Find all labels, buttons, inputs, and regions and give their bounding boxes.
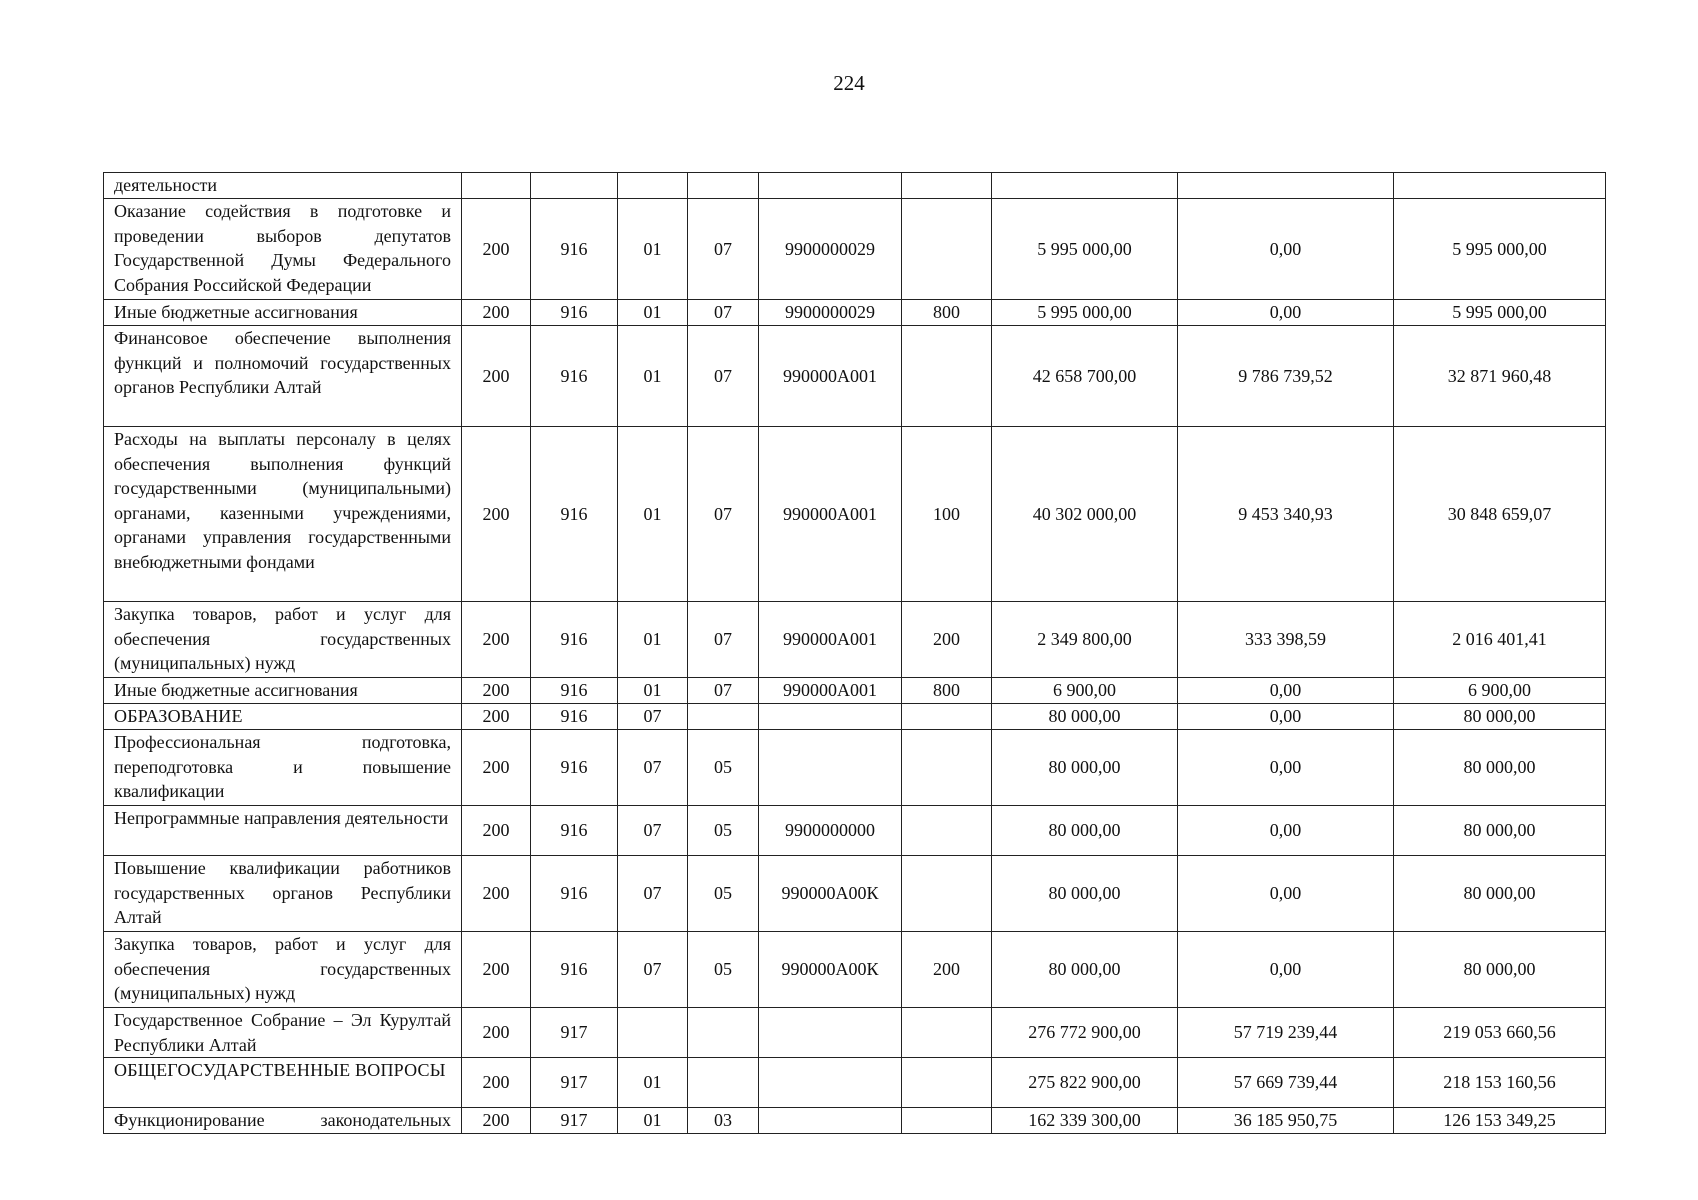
cell-c7: 40 302 000,00: [992, 427, 1178, 602]
cell-c3: 07: [618, 856, 688, 932]
cell-c4: 07: [688, 427, 759, 602]
row-name: Иные бюджетные ассигнования: [104, 678, 462, 704]
table-row: [104, 806, 1606, 856]
cell-c2: 916: [531, 300, 618, 326]
cell-c5: 9900000029: [759, 199, 902, 300]
cell-c9: 80 000,00: [1394, 806, 1606, 856]
table-row: [104, 173, 1606, 199]
cell-c1: 200: [462, 856, 531, 932]
cell-c6: 800: [902, 300, 992, 326]
table-row: [104, 1058, 1606, 1108]
cell-c1: 200: [462, 730, 531, 806]
cell-c1: 200: [462, 427, 531, 602]
cell-c7: 80 000,00: [992, 704, 1178, 730]
cell-c1: 200: [462, 1108, 531, 1134]
cell-c6: [902, 856, 992, 932]
cell-c7: 80 000,00: [992, 932, 1178, 1008]
cell-c8: 333 398,59: [1178, 602, 1394, 678]
row-name: Финансовое обеспечение выполнения функций и полномочий государственных органов Республики Алтай: [104, 326, 462, 427]
cell-c1: 200: [462, 300, 531, 326]
cell-c3: 01: [618, 427, 688, 602]
cell-c2: 917: [531, 1108, 618, 1134]
cell-c8: 0,00: [1178, 856, 1394, 932]
cell-c5: [759, 173, 902, 199]
table-row: [104, 678, 1606, 704]
cell-c5: 990000А00К: [759, 932, 902, 1008]
row-name: Государственное Собрание – Эл Курултай Республики Алтай: [104, 1008, 462, 1058]
table-row: [104, 932, 1606, 1008]
cell-c2: 916: [531, 704, 618, 730]
row-name: ОБРАЗОВАНИЕ: [104, 704, 462, 730]
page-number: 224: [833, 71, 865, 95]
cell-c5: 990000А001: [759, 427, 902, 602]
cell-c4: [688, 704, 759, 730]
cell-c5: 990000А001: [759, 602, 902, 678]
cell-c3: 01: [618, 199, 688, 300]
cell-c7: 5 995 000,00: [992, 300, 1178, 326]
cell-c5: [759, 730, 902, 806]
cell-c2: 916: [531, 326, 618, 427]
cell-c5: 990000А001: [759, 678, 902, 704]
cell-c6: [902, 1108, 992, 1134]
row-name: Профессиональная подготовка, переподготовка и повышение квалификации: [104, 730, 462, 806]
cell-c8: 0,00: [1178, 932, 1394, 1008]
cell-c9: 80 000,00: [1394, 932, 1606, 1008]
cell-c9: 6 900,00: [1394, 678, 1606, 704]
cell-c6: [902, 173, 992, 199]
cell-c1: 200: [462, 1058, 531, 1108]
row-name: Непрограммные направления деятельности: [104, 806, 462, 856]
cell-c3: 01: [618, 1108, 688, 1134]
cell-c4: 05: [688, 806, 759, 856]
cell-c2: 916: [531, 427, 618, 602]
cell-c2: 916: [531, 856, 618, 932]
cell-c5: [759, 1108, 902, 1134]
cell-c4: 05: [688, 856, 759, 932]
cell-c8: 36 185 950,75: [1178, 1108, 1394, 1134]
cell-c9: 80 000,00: [1394, 704, 1606, 730]
row-name: Иные бюджетные ассигнования: [104, 300, 462, 326]
row-name: Оказание содействия в подготовке и проведении выборов депутатов Государственной Думы Федерального Собрания Российской Федерации: [104, 199, 462, 300]
cell-c4: 07: [688, 326, 759, 427]
cell-c6: 200: [902, 602, 992, 678]
cell-c8: 0,00: [1178, 678, 1394, 704]
cell-c3: [618, 173, 688, 199]
cell-c9: 30 848 659,07: [1394, 427, 1606, 602]
row-name: Расходы на выплаты персоналу в целях обеспечения выполнения функций государственными (муниципальными) органами, казенными учреждениями, органами управления государственными внебюджетными фондами: [104, 427, 462, 602]
cell-c3: [618, 1008, 688, 1058]
cell-c2: 916: [531, 932, 618, 1008]
cell-c3: 07: [618, 730, 688, 806]
cell-c2: 916: [531, 602, 618, 678]
cell-c6: [902, 1008, 992, 1058]
cell-c4: 07: [688, 199, 759, 300]
cell-c4: 05: [688, 730, 759, 806]
cell-c1: 200: [462, 602, 531, 678]
cell-c6: [902, 704, 992, 730]
cell-c7: 275 822 900,00: [992, 1058, 1178, 1108]
cell-c3: 01: [618, 602, 688, 678]
cell-c4: 07: [688, 678, 759, 704]
cell-c4: 07: [688, 300, 759, 326]
cell-c1: 200: [462, 704, 531, 730]
table-row: [104, 427, 1606, 602]
cell-c5: [759, 704, 902, 730]
table-body: [104, 173, 1606, 1134]
budget-table: [103, 172, 1606, 1134]
cell-c8: 57 719 239,44: [1178, 1008, 1394, 1058]
cell-c1: [462, 173, 531, 199]
cell-c1: 200: [462, 806, 531, 856]
cell-c4: 03: [688, 1108, 759, 1134]
table-row: [104, 856, 1606, 932]
table-row: [104, 602, 1606, 678]
cell-c9: 2 016 401,41: [1394, 602, 1606, 678]
cell-c7: 5 995 000,00: [992, 199, 1178, 300]
cell-c6: 100: [902, 427, 992, 602]
row-name: Закупка товаров, работ и услуг для обеспечения государственных (муниципальных) нужд: [104, 932, 462, 1008]
cell-c9: 5 995 000,00: [1394, 199, 1606, 300]
cell-c6: [902, 730, 992, 806]
cell-c6: [902, 1058, 992, 1108]
table-row: [104, 326, 1606, 427]
cell-c8: 0,00: [1178, 704, 1394, 730]
cell-c2: [531, 173, 618, 199]
cell-c8: 0,00: [1178, 806, 1394, 856]
row-name: ОБЩЕГОСУДАРСТВЕННЫЕ ВОПРОСЫ: [104, 1058, 462, 1108]
cell-c8: 57 669 739,44: [1178, 1058, 1394, 1108]
cell-c8: 0,00: [1178, 730, 1394, 806]
cell-c5: 990000А001: [759, 326, 902, 427]
cell-c7: 80 000,00: [992, 806, 1178, 856]
cell-c9: [1394, 173, 1606, 199]
row-name: Повышение квалификации работников государственных органов Республики Алтай: [104, 856, 462, 932]
cell-c1: 200: [462, 326, 531, 427]
cell-c9: 80 000,00: [1394, 730, 1606, 806]
cell-c7: 162 339 300,00: [992, 1108, 1178, 1134]
cell-c5: [759, 1058, 902, 1108]
cell-c2: 917: [531, 1008, 618, 1058]
cell-c3: 01: [618, 300, 688, 326]
cell-c7: 276 772 900,00: [992, 1008, 1178, 1058]
table-row: [104, 300, 1606, 326]
table-row: [104, 199, 1606, 300]
cell-c7: [992, 173, 1178, 199]
cell-c9: 218 153 160,56: [1394, 1058, 1606, 1108]
cell-c8: [1178, 173, 1394, 199]
cell-c2: 916: [531, 199, 618, 300]
cell-c6: [902, 199, 992, 300]
cell-c4: [688, 173, 759, 199]
cell-c5: 9900000029: [759, 300, 902, 326]
cell-c4: 05: [688, 932, 759, 1008]
table-row: [104, 704, 1606, 730]
cell-c9: 219 053 660,56: [1394, 1008, 1606, 1058]
cell-c9: 126 153 349,25: [1394, 1108, 1606, 1134]
row-name: деятельности: [104, 173, 462, 199]
cell-c8: 9 453 340,93: [1178, 427, 1394, 602]
cell-c3: 01: [618, 326, 688, 427]
cell-c4: [688, 1008, 759, 1058]
cell-c9: 80 000,00: [1394, 856, 1606, 932]
table-row: [104, 730, 1606, 806]
cell-c7: 80 000,00: [992, 856, 1178, 932]
cell-c2: 916: [531, 678, 618, 704]
cell-c5: [759, 1008, 902, 1058]
cell-c3: 07: [618, 806, 688, 856]
cell-c3: 07: [618, 704, 688, 730]
cell-c1: 200: [462, 678, 531, 704]
table-row: [104, 1008, 1606, 1058]
cell-c1: 200: [462, 199, 531, 300]
cell-c3: 01: [618, 1058, 688, 1108]
cell-c1: 200: [462, 1008, 531, 1058]
cell-c2: 916: [531, 806, 618, 856]
cell-c6: 800: [902, 678, 992, 704]
row-name: Закупка товаров, работ и услуг для обеспечения государственных (муниципальных) нужд: [104, 602, 462, 678]
cell-c9: 5 995 000,00: [1394, 300, 1606, 326]
cell-c6: [902, 806, 992, 856]
cell-c1: 200: [462, 932, 531, 1008]
cell-c8: 0,00: [1178, 199, 1394, 300]
row-name: Функционирование законодательных: [104, 1108, 462, 1134]
cell-c9: 32 871 960,48: [1394, 326, 1606, 427]
cell-c7: 42 658 700,00: [992, 326, 1178, 427]
cell-c3: 07: [618, 932, 688, 1008]
cell-c4: [688, 1058, 759, 1108]
cell-c8: 9 786 739,52: [1178, 326, 1394, 427]
cell-c8: 0,00: [1178, 300, 1394, 326]
cell-c7: 80 000,00: [992, 730, 1178, 806]
cell-c6: [902, 326, 992, 427]
cell-c4: 07: [688, 602, 759, 678]
cell-c7: 2 349 800,00: [992, 602, 1178, 678]
cell-c3: 01: [618, 678, 688, 704]
cell-c2: 916: [531, 730, 618, 806]
cell-c6: 200: [902, 932, 992, 1008]
cell-c5: 990000А00К: [759, 856, 902, 932]
cell-c2: 917: [531, 1058, 618, 1108]
cell-c5: 9900000000: [759, 806, 902, 856]
cell-c7: 6 900,00: [992, 678, 1178, 704]
table-row: [104, 1108, 1606, 1134]
